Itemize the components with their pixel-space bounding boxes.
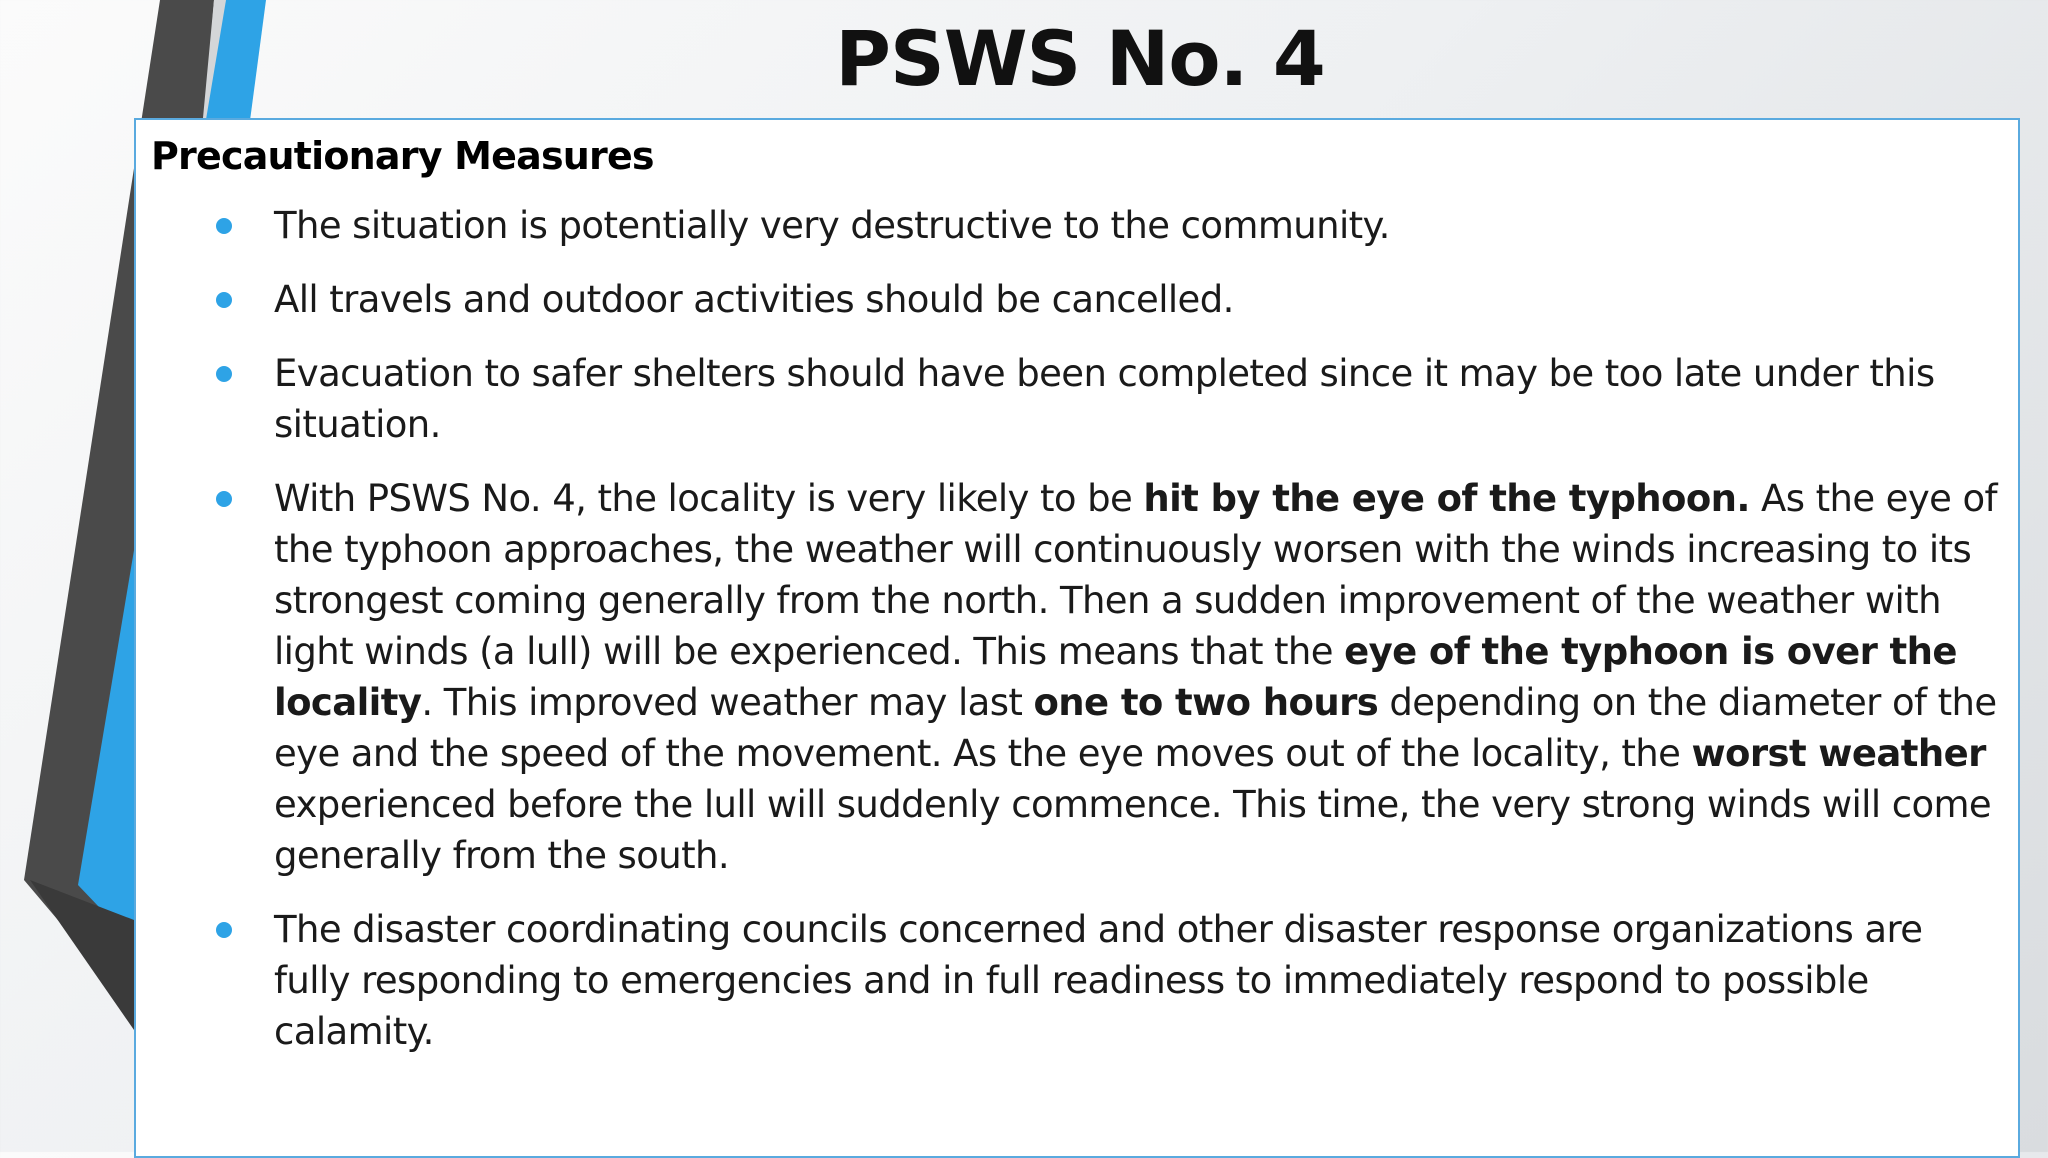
bullet-dot-icon — [216, 292, 232, 308]
bullet-text: depending on the diameter of the eye and the speed of the movement. As the eye moves out of the locality, the — [274, 681, 1997, 775]
bullet-item — [216, 348, 2006, 450]
bullet-dot-icon — [216, 366, 232, 382]
bullet-text-bold: worst weather — [1691, 732, 1986, 775]
bullet-text: The situation is potentially very destructive to the community. — [274, 204, 1390, 247]
bullet-item — [216, 200, 2006, 251]
bullet-text-bold: one to two hours — [1033, 681, 1379, 724]
bullet-item — [216, 473, 2006, 881]
bullet-text: experienced before the lull will suddenly commence. This time, the very strong winds will come generally from the south. — [274, 783, 1992, 877]
bullet-list — [216, 200, 2006, 1080]
bullet-item — [216, 274, 2006, 325]
bullet-text: . This improved weather may last — [421, 681, 1034, 724]
bullet-dot-icon — [216, 491, 232, 507]
bullet-text: With PSWS No. 4, the locality is very likely to be — [274, 477, 1144, 520]
slide-title: PSWS No. 4 — [835, 14, 1325, 103]
bullet-text-bold: eye of the typhoon is over the locality — [274, 630, 1957, 724]
bullet-text: As the eye of the typhoon approaches, the weather will continuously worsen with the winds increasing to its strongest coming generally from the north. Then a sudden improvement of the weather with light winds (a lull) will be experienced. This means that the — [274, 477, 1997, 673]
bullet-text: Evacuation to safer shelters should have been completed since it may be too late under this situation. — [274, 352, 1935, 446]
bullet-dot-icon — [216, 922, 232, 938]
box-heading: Precautionary Measures — [151, 134, 654, 178]
bullet-text: All travels and outdoor activities should be cancelled. — [274, 278, 1234, 321]
bullet-dot-icon — [216, 218, 232, 234]
bullet-text-bold: hit by the eye of the typhoon. — [1143, 477, 1750, 520]
content-box — [134, 118, 2020, 1158]
bullet-item — [216, 904, 2006, 1057]
bullet-text: The disaster coordinating councils concerned and other disaster response organizations are fully responding to emergencies and in full readiness to immediately respond to possible calamity. — [274, 908, 1923, 1053]
